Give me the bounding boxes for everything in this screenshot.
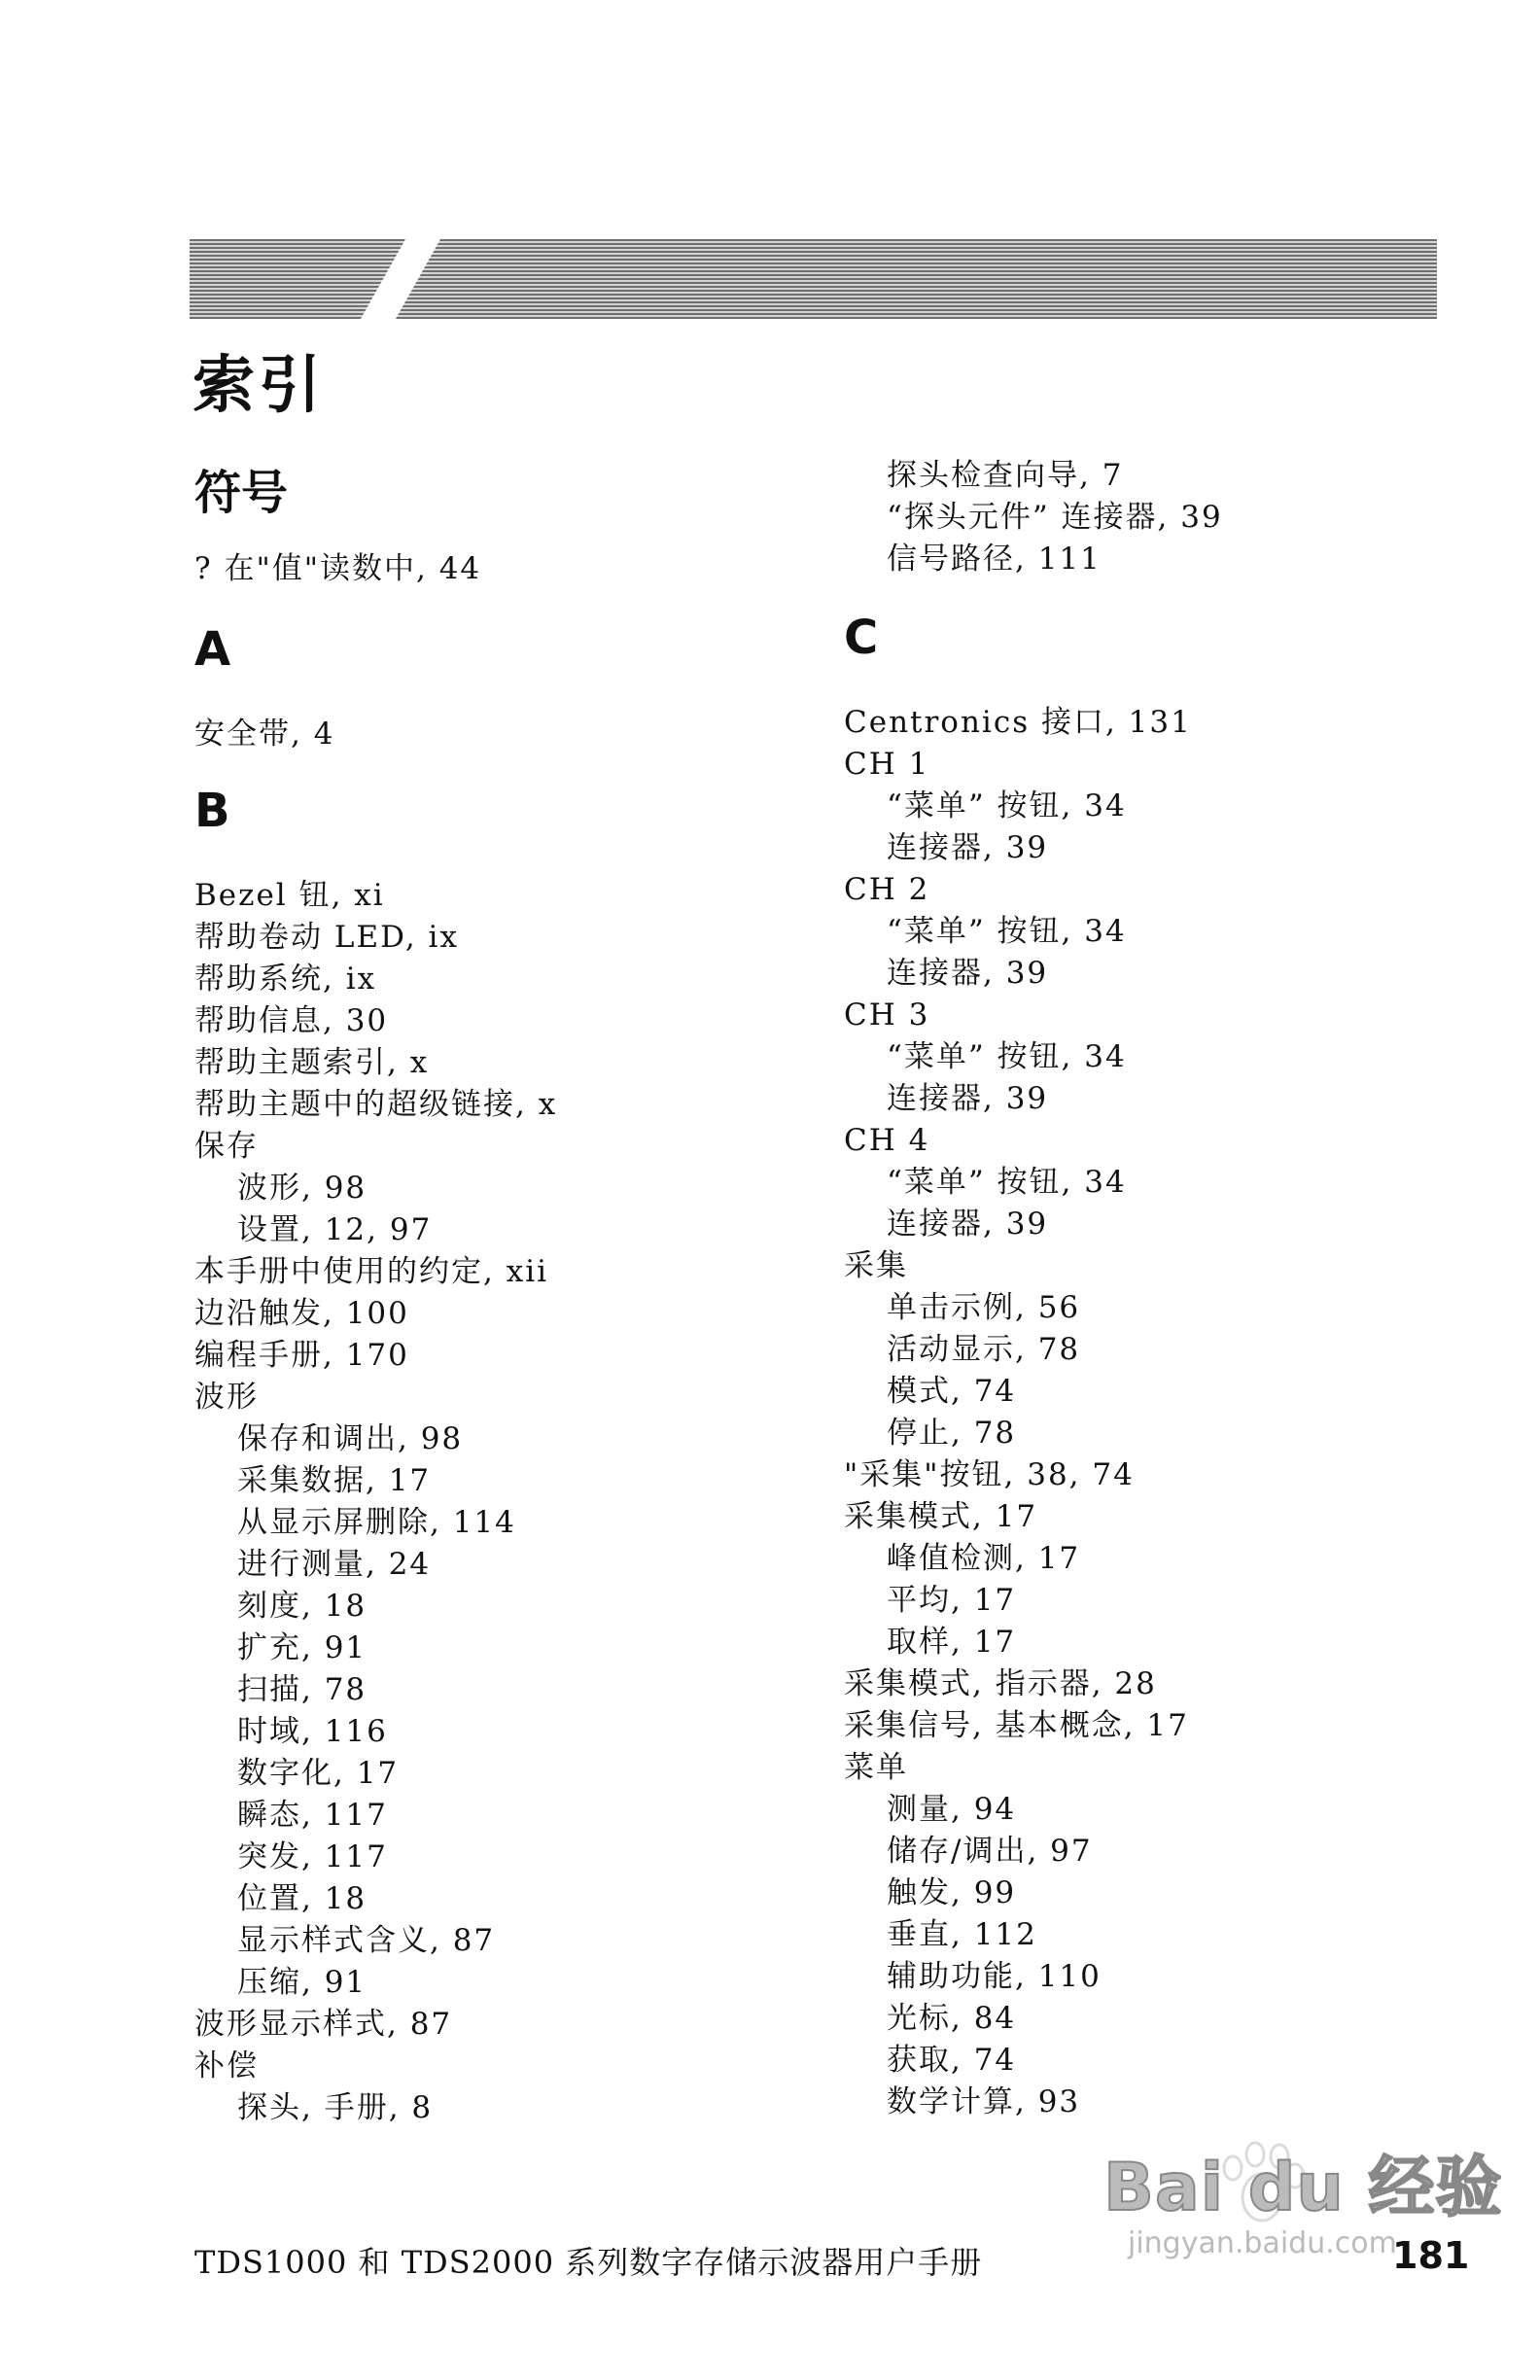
watermark-url: jingyan.baidu.com xyxy=(1128,2226,1397,2260)
index-subentry: 储存/调出, 97 xyxy=(887,1834,1093,1869)
index-subentry: 进行测量, 24 xyxy=(237,1547,432,1582)
index-subentry: 测量, 94 xyxy=(887,1792,1017,1827)
index-entry: CH 3 xyxy=(844,998,930,1032)
index-subentry: 光标, 84 xyxy=(887,2001,1017,2036)
index-subentry: 刻度, 18 xyxy=(237,1589,368,1624)
index-subentry: 信号路径, 111 xyxy=(887,542,1102,577)
index-subentry: 数学计算, 93 xyxy=(887,2084,1081,2119)
index-subentry: 采集数据, 17 xyxy=(237,1463,432,1498)
index-entry: 采集模式, 17 xyxy=(844,1499,1038,1534)
index-subentry: “菜单” 按钮, 34 xyxy=(887,914,1127,949)
index-entry: 帮助主题索引, x xyxy=(194,1045,430,1080)
index-entry: Centronics 接口, 131 xyxy=(844,705,1192,740)
index-subentry: 连接器, 39 xyxy=(887,1081,1049,1116)
index-entry: Bezel 钮, xi xyxy=(194,878,385,913)
index-subentry: 连接器, 39 xyxy=(887,956,1049,991)
index-entry: 波形显示样式, 87 xyxy=(194,2007,453,2042)
index-entry: 采集模式, 指示器, 28 xyxy=(844,1666,1157,1701)
index-subentry: 扩充, 91 xyxy=(237,1630,368,1665)
index-entry: 采集信号, 基本概念, 17 xyxy=(844,1708,1189,1743)
banner-slash-icon xyxy=(190,239,1437,319)
index-subentry: 设置, 12, 97 xyxy=(237,1212,433,1247)
index-subentry: 单击示例, 56 xyxy=(887,1290,1081,1325)
index-subentry: 瞬态, 117 xyxy=(237,1798,388,1833)
index-subentry: 压缩, 91 xyxy=(237,1965,368,2000)
index-subentry: 获取, 74 xyxy=(887,2043,1017,2078)
index-entry: 采集 xyxy=(844,1248,908,1283)
index-entry: 保存 xyxy=(194,1129,259,1164)
section-heading-symbols: 符号 xyxy=(194,466,289,520)
section-heading-a: A xyxy=(194,622,231,677)
index-subentry: 模式, 74 xyxy=(887,1374,1017,1409)
index-subentry: 停止, 78 xyxy=(887,1416,1017,1451)
index-subentry: 保存和调出, 98 xyxy=(237,1421,464,1456)
index-subentry: “菜单” 按钮, 34 xyxy=(887,1039,1127,1074)
index-subentry: 位置, 18 xyxy=(237,1881,368,1916)
chapter-banner xyxy=(190,239,1437,319)
index-subentry: 扫描, 78 xyxy=(237,1672,368,1707)
index-entry: ? 在"值"读数中, 44 xyxy=(194,551,482,586)
index-subentry: “菜单” 按钮, 34 xyxy=(887,1165,1127,1200)
index-subentry: 连接器, 39 xyxy=(887,1207,1049,1242)
index-entry: 编程手册, 170 xyxy=(194,1338,409,1373)
index-subentry: 垂直, 112 xyxy=(887,1917,1037,1952)
index-entry: 帮助主题中的超级链接, x xyxy=(194,1087,558,1122)
index-entry: 帮助信息, 30 xyxy=(194,1003,389,1038)
index-subentry: 数字化, 17 xyxy=(237,1756,400,1791)
footer-title: TDS1000 和 TDS2000 系列数字存储示波器用户手册 xyxy=(194,2244,983,2281)
page-number: 181 xyxy=(1392,2234,1470,2277)
index-subentry: 探头, 手册, 8 xyxy=(237,2090,434,2125)
index-subentry: 波形, 98 xyxy=(237,1171,368,1206)
index-entry: "采集"按钮, 38, 74 xyxy=(844,1457,1135,1492)
index-subentry: 突发, 117 xyxy=(237,1839,388,1874)
index-entry: 边沿触发, 100 xyxy=(194,1296,409,1331)
index-subentry: 平均, 17 xyxy=(887,1583,1017,1618)
index-subentry: 峰值检测, 17 xyxy=(887,1541,1081,1576)
index-entry: 波形 xyxy=(194,1380,259,1415)
index-subentry: “菜单” 按钮, 34 xyxy=(887,788,1127,823)
index-subentry: 时域, 116 xyxy=(237,1714,388,1749)
index-entry: 帮助卷动 LED, ix xyxy=(194,920,459,955)
index-entry: CH 1 xyxy=(844,747,930,782)
index-subentry: 活动显示, 78 xyxy=(887,1332,1081,1367)
index-subentry: “探头元件” 连接器, 39 xyxy=(887,500,1223,535)
index-entry: 补偿 xyxy=(194,2048,259,2083)
section-heading-c: C xyxy=(844,611,879,665)
index-entry: CH 2 xyxy=(844,872,930,907)
index-subentry: 取样, 17 xyxy=(887,1625,1017,1660)
index-entry: CH 4 xyxy=(844,1123,930,1158)
index-entry: 帮助系统, ix xyxy=(194,962,377,997)
index-subentry: 显示样式含义, 87 xyxy=(237,1923,496,1958)
watermark-brand: Bai du 经验 xyxy=(1103,2150,1503,2226)
index-entry: 本手册中使用的约定, xii xyxy=(194,1254,549,1289)
index-subentry: 从显示屏删除, 114 xyxy=(237,1505,516,1540)
index-subentry: 探头检查向导, 7 xyxy=(887,458,1124,493)
index-entry: 菜单 xyxy=(844,1750,908,1785)
page-title: 索引 xyxy=(192,350,325,422)
index-subentry: 辅助功能, 110 xyxy=(887,1959,1102,1994)
section-heading-b: B xyxy=(194,784,230,838)
index-subentry: 触发, 99 xyxy=(887,1875,1017,1910)
index-entry: 安全带, 4 xyxy=(194,717,335,752)
index-subentry: 连接器, 39 xyxy=(887,830,1049,865)
